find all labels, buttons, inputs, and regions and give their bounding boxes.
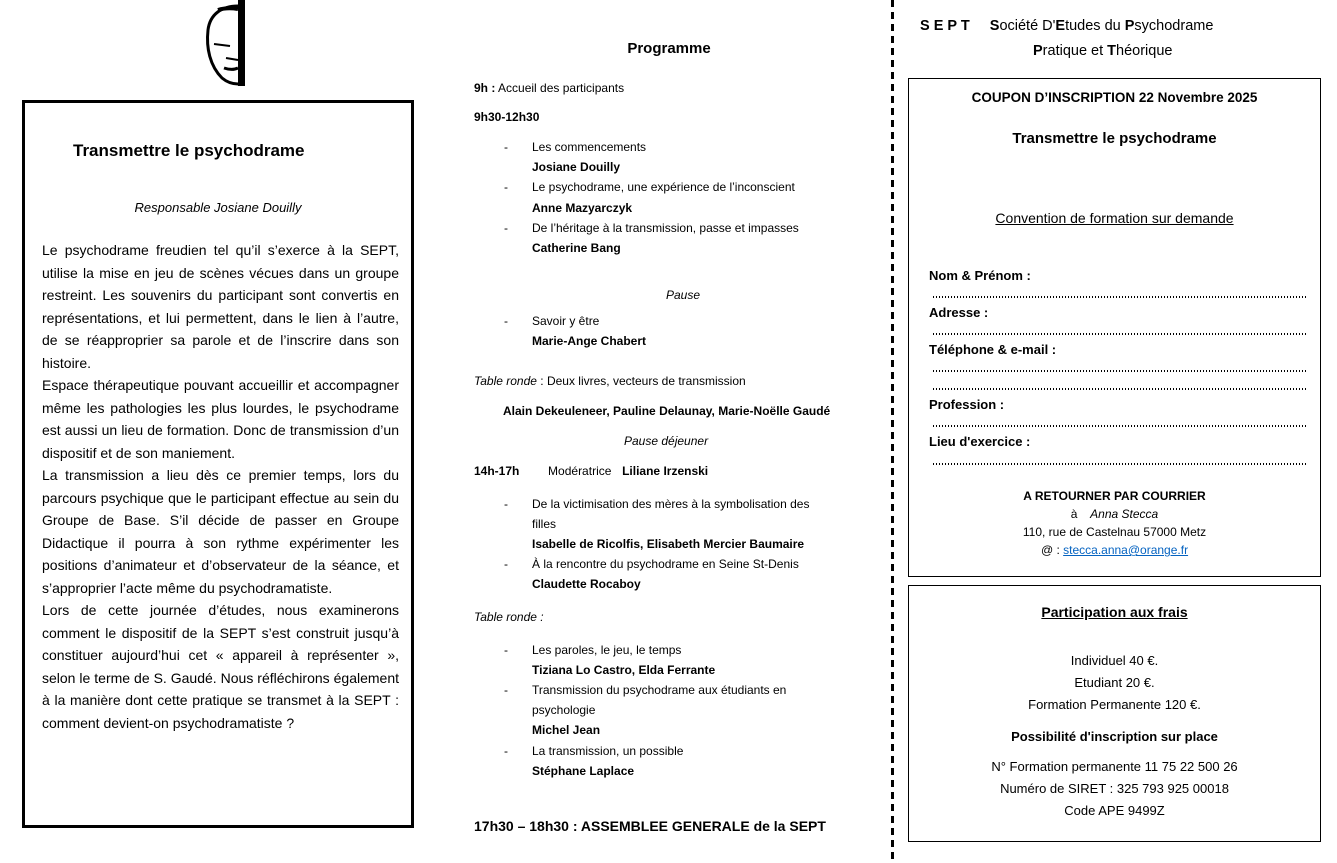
- session-topic-cont: filles: [532, 517, 557, 531]
- bullet: -: [504, 140, 508, 154]
- presentation-body: [42, 239, 399, 734]
- price-individuel: Individuel 40 €.: [1070, 653, 1159, 668]
- ape-code: Code APE 9499Z: [1064, 803, 1165, 818]
- table-ronde-1: [474, 374, 746, 388]
- paragraph: La transmission a lieu dès ce premier temps, lors du parcours psychique que le participant effectue au sein du Groupe de Base. S’il décide de passer en Groupe Didactique il pourra à son rythme expérimenter les positions d’animateur et d’observateur de la séance, et s’approprier l’acte même du psychodramatiste.: [42, 467, 399, 596]
- session-speaker: Michel Jean: [532, 723, 601, 737]
- return-title: A RETOURNER PAR COURRIER: [1023, 489, 1206, 503]
- field-input-telephone-2[interactable]: [933, 388, 1307, 390]
- session-topic: De l’héritage à la transmission, passe et impasses: [532, 221, 799, 235]
- session-speaker: Stéphane Laplace: [532, 764, 635, 778]
- return-address: 110, rue de Castelnau 57000 Metz: [1022, 525, 1207, 539]
- table-ronde-label: Table ronde: [474, 374, 537, 388]
- morning-slot: 9h30-12h30: [474, 110, 540, 124]
- programme-title: Programme: [627, 40, 711, 57]
- bullet: -: [504, 683, 508, 697]
- sur-place-note: Possibilité d'inscription sur place: [1011, 729, 1218, 744]
- fees-box: [908, 585, 1321, 842]
- field-label-nom: Nom & Prénom :: [929, 268, 1031, 283]
- session-speaker: Claudette Rocaboy: [532, 577, 641, 591]
- field-input-nom[interactable]: [933, 296, 1307, 298]
- field-label-telephone: Téléphone & e-mail :: [929, 342, 1057, 357]
- accueil-time: 9h :: [474, 81, 496, 95]
- paragraph: Le psychodrame freudien tel qu’il s’exerce à la SEPT, utilise la mise en jeu de scènes vécues dans un groupe restreint. Les souvenirs du participant sont convertis en représentations, et lui permettent, dans le lien à l’autre, de se réapproprier sa parole et de l’inscrire dans son histoire.: [42, 242, 399, 371]
- field-input-telephone-1[interactable]: [933, 370, 1307, 372]
- session-speaker: Josiane Douilly: [532, 160, 621, 174]
- org-acronym: S E P T: [920, 18, 970, 34]
- moderatrice-name: Liliane Irzenski: [622, 464, 709, 478]
- field-input-adresse[interactable]: [933, 333, 1307, 335]
- session-topic: Le psychodrame, une expérience de l’inconscient: [532, 180, 795, 194]
- table-ronde-1-speakers: Alain Dekeuleneer, Pauline Delaunay, Marie-Noëlle Gaudé: [503, 404, 831, 418]
- fees-title: Participation aux frais: [1041, 604, 1188, 620]
- paragraph: Lors de cette journée d’études, nous examinerons comment le dispositif de la SEPT s’est construit jusqu’à constituer aujourd’hui cet « appareil à représenter », selon le terme de S. Gaudé. Nous réfléchirons également à la manière dont cette pratique se transmet à la SEPT : comment devient-on psychodramatiste ?: [42, 602, 399, 731]
- price-formation: Formation Permanente 120 €.: [1028, 697, 1201, 712]
- coupon-header: COUPON D’INSCRIPTION 22 Novembre 2025: [971, 90, 1258, 105]
- price-etudiant: Etudiant 20 €.: [1074, 675, 1155, 690]
- org-name-line2: Pratique et Théorique: [1033, 43, 1173, 59]
- return-instructions: [909, 487, 1320, 559]
- pause-dejeuner-label: Pause déjeuner: [624, 434, 709, 448]
- bullet: -: [504, 557, 508, 571]
- session-topic: Savoir y être: [532, 314, 600, 328]
- email-link[interactable]: stecca.anna@orange.fr: [1063, 543, 1189, 557]
- coupon-title: Transmettre le psychodrame: [1012, 130, 1217, 147]
- pause-label: Pause: [666, 288, 701, 302]
- formation-number: N° Formation permanente 11 75 22 500 26: [991, 759, 1238, 774]
- bullet: -: [504, 643, 508, 657]
- table-ronde-2-label: Table ronde :: [474, 610, 544, 624]
- return-email-row: @ : stecca.anna@orange.fr: [1040, 543, 1189, 557]
- field-label-profession: Profession :: [929, 397, 1005, 412]
- field-input-lieu[interactable]: [933, 463, 1307, 465]
- bullet: -: [504, 314, 508, 328]
- session-speaker: Tiziana Lo Castro, Elda Ferrante: [532, 663, 716, 677]
- accueil-row: [474, 81, 624, 95]
- moderatrice-label: Modératrice: [548, 464, 612, 478]
- session-topic-cont: psychologie: [532, 703, 596, 717]
- return-recipient: à Anna Stecca: [1070, 507, 1159, 521]
- session-topic: Les paroles, le jeu, le temps: [532, 643, 682, 657]
- session-topic: La transmission, un possible: [532, 744, 684, 758]
- session-topic: De la victimisation des mères à la symbolisation des: [532, 497, 810, 511]
- afternoon-slot: 14h-17h: [474, 464, 520, 478]
- assemblee-generale: 17h30 – 18h30 : ASSEMBLEE GENERALE de la SEPT: [474, 818, 826, 834]
- field-input-profession[interactable]: [933, 425, 1307, 427]
- cut-line-divider: [891, 0, 894, 863]
- paragraph: Espace thérapeutique pouvant accueillir et accompagner même les pathologies les plus lourdes, le psychodrame est aussi un lieu de formation. Donc de transmission d’un dispositif et de son maniement.: [42, 377, 399, 461]
- organisation-header: S E P T Société D'Etudes du Psychodrame Pratique et Théorique: [920, 14, 1213, 64]
- session-speaker: Isabelle de Ricolfis, Elisabeth Mercier Baumaire: [532, 537, 805, 551]
- afternoon-row: [474, 464, 708, 478]
- convention-note: Convention de formation sur demande: [995, 210, 1234, 226]
- presentation-box: [22, 100, 414, 828]
- accueil-label: Accueil des participants: [498, 81, 625, 95]
- presentation-responsable: Responsable Josiane Douilly: [134, 200, 302, 215]
- session-speaker: Catherine Bang: [532, 241, 621, 255]
- bullet: -: [504, 180, 508, 194]
- session-speaker: Marie-Ange Chabert: [532, 334, 647, 348]
- field-label-lieu: Lieu d'exercice :: [929, 434, 1031, 449]
- siret-number: Numéro de SIRET : 325 793 925 00018: [1000, 781, 1229, 796]
- half-mask-face-icon: [200, 0, 246, 86]
- session-topic: À la rencontre du psychodrame en Seine St-Denis: [532, 557, 799, 571]
- session-speaker: Anne Mazyarczyk: [532, 201, 633, 215]
- registration-coupon: [908, 78, 1321, 577]
- table-ronde-text: : Deux livres, vecteurs de transmission: [536, 374, 746, 388]
- field-label-adresse: Adresse :: [929, 305, 989, 320]
- session-topic: Transmission du psychodrame aux étudiants en: [532, 683, 787, 697]
- bullet: -: [504, 744, 508, 758]
- bullet: -: [504, 221, 508, 235]
- session-topic: Les commencements: [532, 140, 647, 154]
- presentation-title: Transmettre le psychodrame: [73, 141, 305, 160]
- bullet: -: [504, 497, 508, 511]
